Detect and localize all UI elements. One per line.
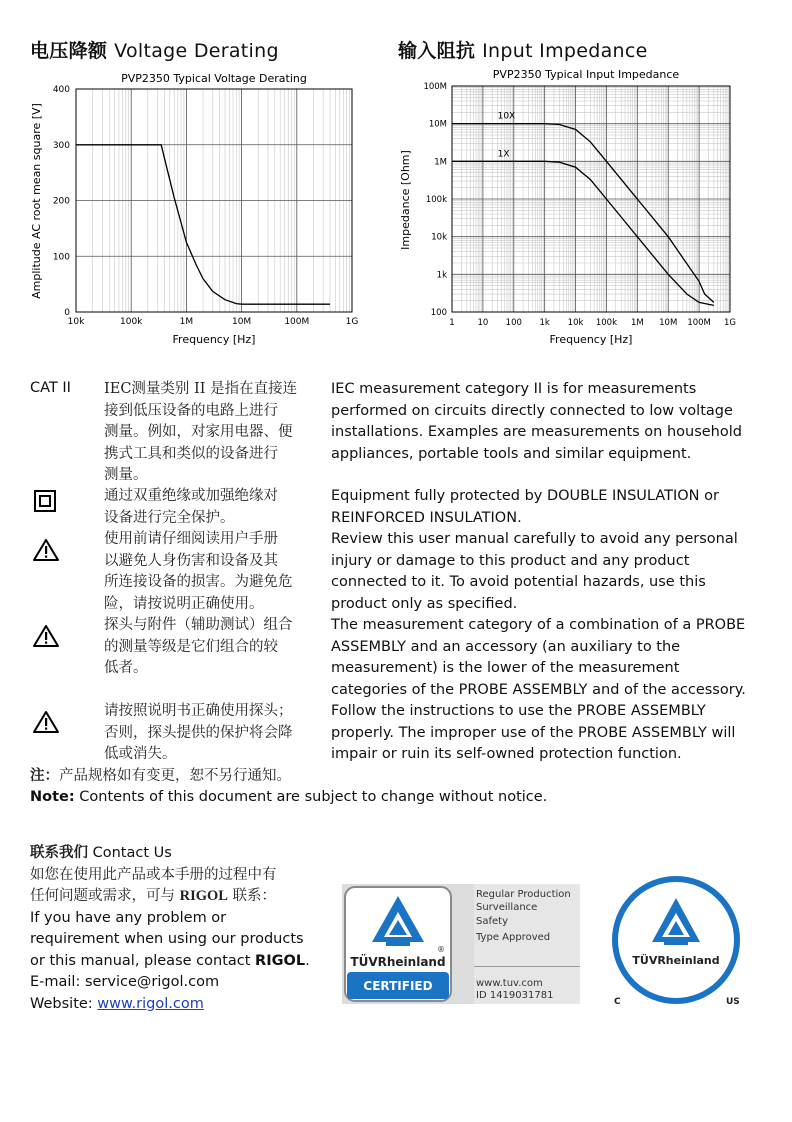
en-line: REINFORCED INSULATION. [331, 509, 522, 526]
y-tick-label: 400 [52, 85, 70, 95]
x-tick-label: 10k [567, 318, 584, 328]
cn-line: 否则，探头提供的保护将会降 [104, 724, 293, 741]
y-tick-label: 0 [64, 308, 70, 318]
en-line: impair or ruin its self-owned protection function. [331, 746, 682, 762]
row-description-en [331, 486, 771, 529]
row-description-en [331, 701, 771, 766]
cn-line: 所连接设备的损害。为避免危 [104, 574, 293, 590]
cn-line: 探头与附件（辅助测试）组合 [104, 617, 293, 633]
cn-line: 险，请按说明正确使用。 [104, 595, 264, 612]
certified-text: CERTIFIED [363, 979, 433, 993]
x-tick-label: 1k [539, 318, 550, 328]
cert-line-2: Surveillance [476, 902, 538, 913]
cn-line: 接到低压设备的电路上进行 [104, 402, 278, 419]
cn-line: 测量。 [104, 467, 148, 483]
cn-line: 设备进行完全保护。 [104, 509, 235, 526]
chart-title: PVP2350 Typical Voltage Derating [121, 72, 307, 85]
y-tick-label: 1M [434, 157, 447, 168]
y-axis-label: Impedance [Ohm] [399, 150, 412, 250]
contact-en-line1: If you have any problem or [30, 909, 227, 926]
x-axis-label: Frequency [Hz] [549, 333, 633, 346]
note-cn: 注：产品规格如有变更，恕不另行通知。 [30, 767, 291, 784]
cn-line: 使用前请仔细阅读用户手册 [104, 531, 278, 547]
cert-line-3: Safety [476, 916, 508, 927]
cn-line: 测量。例如，对家用电器、便 [104, 424, 293, 440]
y-tick-label: 100 [430, 308, 447, 318]
tuv-certificate-badge [342, 884, 582, 1006]
x-tick-label: 10M [659, 318, 678, 328]
x-tick-label: 1M [179, 317, 194, 327]
y-axis-label: Amplitude AC root mean square [V] [30, 103, 43, 299]
double-insulation-icon [32, 489, 58, 513]
row-description-en [331, 529, 771, 615]
row-description-cn [104, 529, 322, 615]
warning-icon [32, 537, 60, 563]
en-line: IEC measurement category II is for measurements [331, 381, 697, 397]
website-link[interactable]: www.rigol.com [97, 995, 204, 1012]
cert-line-4: Type Approved [476, 932, 551, 943]
cn-line: 以避免人身伤害和设备及其 [104, 552, 278, 569]
y-tick-label: 10M [428, 119, 447, 130]
en-line: The measurement category of a combination of a PROBE [331, 617, 746, 633]
x-tick-label: 100M [687, 318, 711, 328]
series-label-1x: 1X [497, 149, 510, 160]
cn-line: IEC测量类别 II 是指在直接连 [104, 381, 298, 397]
svg-text:®: ® [437, 945, 445, 954]
en-line: Equipment fully protected by DOUBLE INSULATION or [331, 488, 719, 504]
cert-www: www.tuv.com [476, 978, 543, 989]
x-tick-label: 100M [284, 317, 310, 327]
en-line: ASSEMBLY and an accessory (an auxiliary to the [331, 638, 681, 655]
contact-cn-line1: 如您在使用此产品或本手册的过程中有 [30, 866, 277, 883]
derating-heading: 电压降额 Voltage Derating [30, 40, 279, 62]
input-impedance-chart [392, 62, 752, 354]
cn-line: 低者。 [104, 660, 148, 676]
tuv-c-mark: C [614, 997, 621, 1007]
en-line: installations. Examples are measurements on household [331, 424, 742, 440]
x-tick-label: 10 [477, 318, 489, 328]
series-label-10x: 10X [497, 111, 516, 122]
contact-cn-line2: 任何问题或需求，可与 RIGOL 联系： [30, 888, 277, 904]
y-tick-label: 100M [423, 82, 447, 92]
impedance-heading: 输入阻抗 Input Impedance [398, 40, 648, 62]
y-tick-label: 300 [52, 140, 70, 151]
en-line: Review this user manual carefully to avoid any personal [331, 531, 738, 547]
y-tick-label: 10k [431, 232, 447, 243]
tuv-us-mark: US [726, 997, 740, 1007]
x-tick-label: 10M [231, 317, 252, 327]
x-tick-label: 1G [345, 317, 359, 327]
y-tick-label: 200 [52, 196, 70, 207]
contact-en-line3: or this manual, please contact RIGOL. [30, 952, 310, 969]
row-description-cn [104, 701, 322, 766]
row-description-en [331, 615, 771, 701]
x-tick-label: 100 [505, 318, 522, 328]
en-line: Follow the instructions to use the PROBE ASSEMBLY [331, 703, 706, 719]
y-tick-label: 100k [425, 195, 447, 205]
cn-line: 低或消失。 [104, 746, 177, 762]
en-line: performed on circuits directly connected to low voltage [331, 402, 733, 419]
row-description-en [331, 379, 771, 465]
x-tick-label: 1 [449, 318, 455, 328]
en-line: categories of the PROBE ASSEMBLY and of the accessory. [331, 681, 746, 698]
contact-website: Website: www.rigol.com [30, 995, 204, 1012]
x-axis-label: Frequency [Hz] [172, 333, 256, 346]
row-description-cn [104, 615, 322, 680]
voltage-derating-chart [20, 64, 370, 354]
x-tick-label: 1M [630, 318, 644, 328]
x-tick-label: 100k [595, 318, 618, 328]
x-tick-label: 10k [67, 317, 85, 327]
contact-en-line2: requirement when using our products [30, 931, 304, 947]
impedance-line-10x [452, 124, 714, 303]
row-description-cn [104, 486, 322, 529]
row-description-cn [104, 379, 322, 487]
contact-title: 联系我们 Contact Us [30, 844, 172, 861]
en-line: measurement) is the lower of the measurement [331, 660, 680, 676]
impedance-line-1x [452, 161, 714, 305]
en-line: properly. The improper use of the PROBE ASSEMBLY will [331, 724, 736, 741]
contact-section [30, 842, 330, 1015]
contact-email: E-mail: service@rigol.com [30, 974, 220, 990]
chart-title: PVP2350 Typical Input Impedance [492, 68, 680, 81]
y-tick-label: 100 [52, 252, 70, 263]
en-line: connected to it. To avoid potential hazards, use this [331, 574, 706, 590]
warning-icon [32, 623, 60, 649]
x-tick-label: 1G [724, 318, 736, 328]
en-line: appliances, portable tools and similar equipment. [331, 445, 692, 462]
cn-line: 通过双重绝缘或加强绝缘对 [104, 488, 278, 504]
y-tick-label: 1k [436, 270, 447, 281]
en-line: injury or damage to this product and any product [331, 552, 690, 569]
cert-id: ID 1419031781 [476, 990, 554, 1001]
note-en: Note: Contents of this document are subject to change without notice. [30, 789, 548, 805]
warning-icon [32, 709, 60, 735]
x-tick-label: 100k [120, 317, 143, 327]
tuv-round-mark [606, 876, 746, 1010]
tuv-round-brand: TÜVRheinland [632, 954, 720, 967]
cn-line: 请按照说明书正确使用探头； [104, 703, 293, 719]
tuv-round-triangle-icon [652, 898, 700, 945]
cat-ii-label: CAT II [30, 380, 71, 396]
cn-line: 携式工具和类似的设备进行 [104, 445, 278, 462]
cert-line-1: Regular Production [476, 889, 571, 900]
cn-line: 的测量等级是它们组合的较 [104, 638, 278, 655]
en-line: product only as specified. [331, 595, 518, 612]
tuv-brand-text: TÜVRheinland [350, 955, 446, 969]
